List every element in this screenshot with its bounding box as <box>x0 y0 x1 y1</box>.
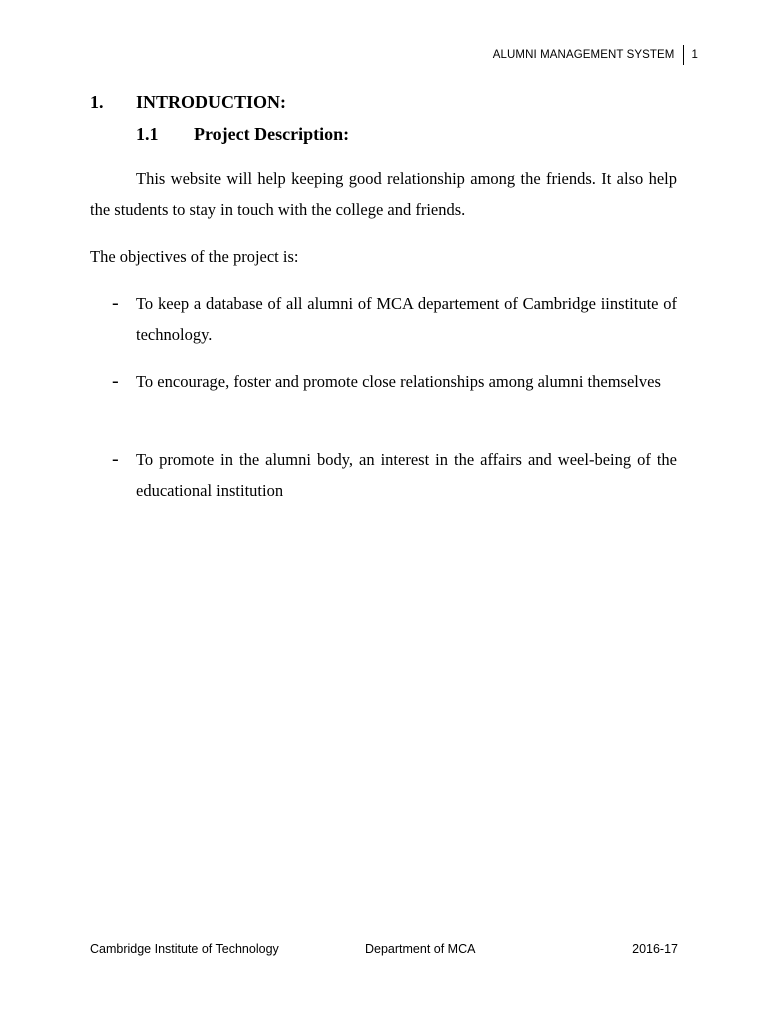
subsection-heading <box>136 124 349 145</box>
header-title: ALUMNI MANAGEMENT SYSTEM <box>492 49 675 61</box>
bullet-text: To promote in the alumni body, an interest in the affairs and weel-being of the educational institution <box>136 450 677 500</box>
bullet-marker: - <box>112 370 119 392</box>
subsection-number: 1.1 <box>136 124 159 144</box>
bullet-text: To encourage, foster and promote close relationships among alumni themselves <box>136 372 661 391</box>
header-divider <box>683 45 684 65</box>
section-number: 1. <box>90 92 104 112</box>
list-item <box>112 366 677 397</box>
list-item <box>112 444 677 506</box>
objectives-heading: The objectives of the project is: <box>90 247 299 266</box>
list-item <box>112 288 677 350</box>
page-number: 1 <box>691 49 698 61</box>
bullet-marker: - <box>112 448 119 470</box>
bullet-text: To keep a database of all alumni of MCA departement of Cambridge iinstitute of technology. <box>136 294 677 344</box>
subsection-title: Project Description: <box>194 124 350 144</box>
section-heading <box>90 92 286 113</box>
section-title: INTRODUCTION: <box>136 92 287 112</box>
footer-department: Department of MCA <box>365 942 476 956</box>
page-header <box>493 45 698 65</box>
bullet-marker: - <box>112 292 119 314</box>
footer-year: 2016-17 <box>632 942 678 956</box>
footer-institute: Cambridge Institute of Technology <box>90 942 279 956</box>
intro-paragraph: This website will help keeping good relationship among the friends. It also help the students to stay in touch with the college and friends. <box>90 169 677 219</box>
